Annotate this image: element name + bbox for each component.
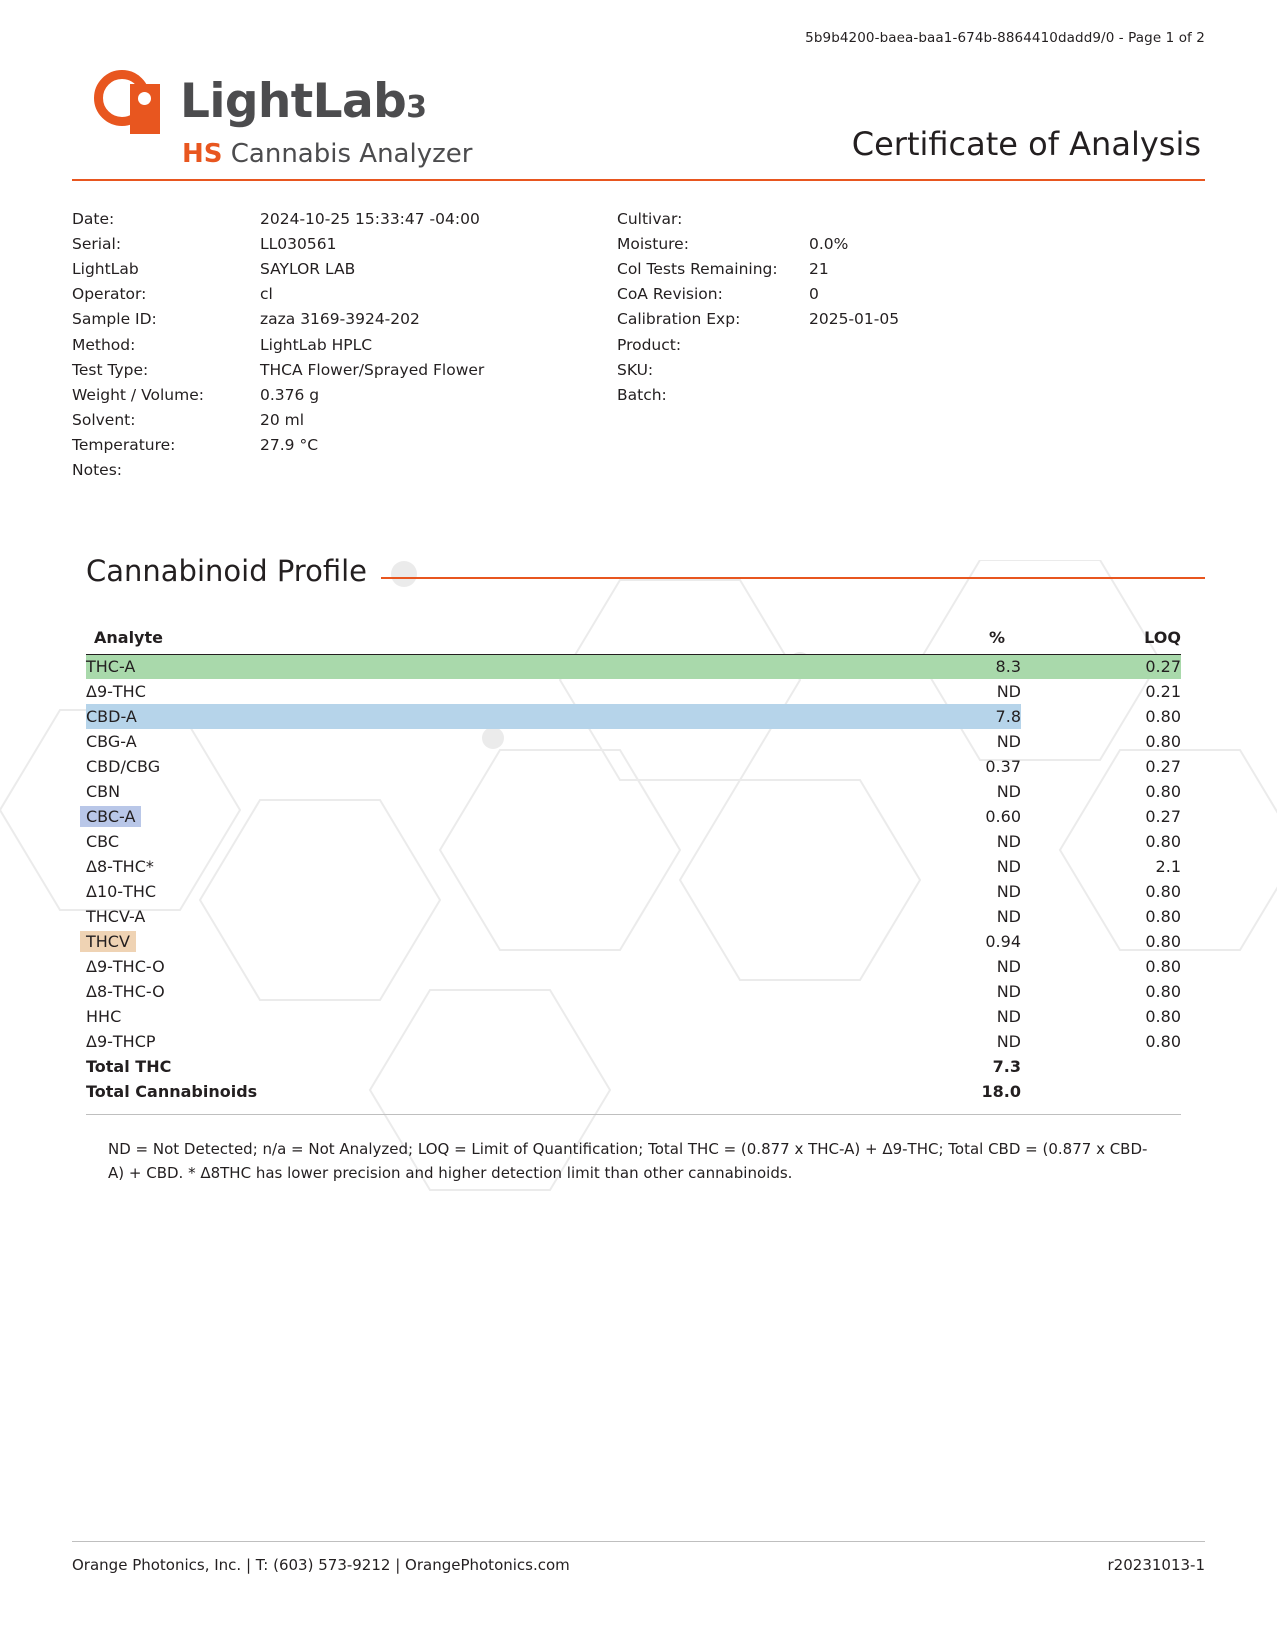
table-row xyxy=(86,854,1181,879)
cell-percent: ND xyxy=(996,857,1021,877)
meta-label: CoA Revision: xyxy=(617,285,723,304)
meta-label: Col Tests Remaining: xyxy=(617,259,778,278)
meta-value: zaza 3169-3924-202 xyxy=(260,310,420,329)
cell-percent: ND xyxy=(996,1007,1021,1027)
cell-total-label: Total Cannabinoids xyxy=(86,1082,258,1102)
meta-value xyxy=(809,333,899,358)
cell-analyte: THCV-A xyxy=(86,907,146,927)
table-row xyxy=(86,654,1181,679)
cell-analyte xyxy=(86,804,861,829)
meta-label: Notes: xyxy=(72,461,122,480)
cell-total-loq xyxy=(1021,1079,1181,1104)
meta-value xyxy=(809,358,899,383)
meta-value: 2024-10-25 15:33:47 -04:00 xyxy=(260,209,480,228)
meta-label: SKU: xyxy=(617,360,654,379)
cell-percent: ND xyxy=(996,882,1021,902)
cell-percent: ND xyxy=(996,782,1021,802)
cell-loq: 0.80 xyxy=(1145,1007,1181,1027)
cell-loq: 0.80 xyxy=(1145,982,1181,1002)
meta-value: LL030561 xyxy=(260,234,337,253)
logo-subtitle: HS Cannabis Analyzer xyxy=(182,139,473,169)
page-title: Certificate of Analysis xyxy=(851,124,1201,163)
cell-total-label: Total THC xyxy=(86,1057,172,1077)
table-row xyxy=(86,804,1181,829)
logo-wordmark: LightLab3 xyxy=(180,73,427,129)
meta-label: Sample ID: xyxy=(72,310,157,329)
cell-percent: 0.94 xyxy=(985,932,1021,952)
table-row xyxy=(86,704,1181,729)
meta-value xyxy=(260,458,484,483)
meta-label: Batch: xyxy=(617,385,667,404)
meta-label: Temperature: xyxy=(72,436,176,455)
meta-value: 27.9 °C xyxy=(260,436,319,455)
cell-analyte: Δ9-THC xyxy=(86,682,146,702)
cell-loq: 0.80 xyxy=(1145,907,1181,927)
footer-contact: Orange Photonics, Inc. | T: (603) 573-9212 | OrangePhotonics.com xyxy=(72,1556,570,1574)
cell-loq: 0.80 xyxy=(1145,707,1181,727)
cell-analyte: Δ8-THC-O xyxy=(86,982,165,1002)
meta-value: SAYLOR LAB xyxy=(260,259,356,278)
cell-loq: 0.80 xyxy=(1145,782,1181,802)
cell-analyte: CBD/CBG xyxy=(86,757,161,777)
cell-analyte: Δ8-THC* xyxy=(86,857,154,877)
table-row xyxy=(86,904,1181,929)
cell-percent: ND xyxy=(996,907,1021,927)
cell-percent: ND xyxy=(996,682,1021,702)
meta-value: THCA Flower/Sprayed Flower xyxy=(260,360,485,379)
op-logo-icon xyxy=(90,64,176,138)
cell-loq: 0.21 xyxy=(1145,682,1181,702)
table-row xyxy=(86,1029,1181,1054)
cell-loq: 0.80 xyxy=(1145,832,1181,852)
meta-label: Cultivar: xyxy=(617,209,683,228)
meta-label: Test Type: xyxy=(72,360,149,379)
metadata-column-right xyxy=(617,207,1097,484)
cell-percent: 8.3 xyxy=(861,654,1021,679)
cell-percent: 0.60 xyxy=(985,807,1021,827)
meta-label: Operator: xyxy=(72,285,147,304)
column-header-analyte: Analyte xyxy=(86,628,861,655)
cell-analyte: Δ9-THCP xyxy=(86,1032,156,1052)
meta-value xyxy=(809,383,899,408)
cannabinoid-table xyxy=(86,628,1181,1105)
table-row xyxy=(86,729,1181,754)
cell-loq: 0.80 xyxy=(1145,732,1181,752)
table-row xyxy=(86,779,1181,804)
table-bottom-divider xyxy=(86,1114,1181,1115)
column-header-percent: % xyxy=(861,628,1021,655)
cell-percent: ND xyxy=(996,832,1021,852)
table-total-row xyxy=(86,1054,1181,1079)
footer-divider xyxy=(72,1541,1205,1542)
meta-label: Product: xyxy=(617,335,682,354)
meta-value: 0 xyxy=(809,285,819,304)
table-row xyxy=(86,979,1181,1004)
sample-metadata xyxy=(72,207,1205,484)
meta-value: 0.376 g xyxy=(260,385,320,404)
meta-label: Method: xyxy=(72,335,136,354)
cell-loq: 0.80 xyxy=(1145,957,1181,977)
meta-label: Date: xyxy=(72,209,115,228)
cell-analyte xyxy=(86,929,861,954)
cell-percent: 0.37 xyxy=(985,757,1021,777)
section-title: Cannabinoid Profile xyxy=(86,553,367,588)
table-header-row xyxy=(86,628,1181,655)
cell-analyte: CBN xyxy=(86,782,121,802)
cell-percent: ND xyxy=(996,732,1021,752)
cell-analyte: Δ10-THC xyxy=(86,882,157,902)
meta-label: Moisture: xyxy=(617,234,689,253)
cell-percent: ND xyxy=(996,982,1021,1002)
cell-total-percent: 18.0 xyxy=(981,1082,1021,1102)
meta-label: LightLab xyxy=(72,259,139,278)
table-row xyxy=(86,879,1181,904)
cell-analyte: HHC xyxy=(86,1007,122,1027)
cell-loq: 2.1 xyxy=(1155,857,1181,877)
analyte-highlight: THCV xyxy=(80,931,136,952)
section-divider xyxy=(381,577,1205,579)
table-row xyxy=(86,679,1181,704)
cell-loq: 0.80 xyxy=(1145,932,1181,952)
cell-analyte: CBG-A xyxy=(86,732,137,752)
meta-value: cl xyxy=(260,285,273,304)
table-footnote: ND = Not Detected; n/a = Not Analyzed; LOQ = Limit of Quantification; Total THC = (0.877 x THC-A) + Δ9-THC; Total CBD = (0.877 x CBD-A) + CBD. * Δ8THC has lower precision and higher detection limit than other cannabinoids. xyxy=(108,1140,1148,1183)
cell-analyte: THC-A xyxy=(86,654,861,679)
cell-total-loq xyxy=(1021,1054,1181,1079)
cell-loq: 0.27 xyxy=(1145,757,1181,777)
meta-label: Solvent: xyxy=(72,411,136,430)
table-row xyxy=(86,754,1181,779)
cell-loq: 0.27 xyxy=(1021,654,1181,679)
table-row xyxy=(86,1004,1181,1029)
meta-label: Serial: xyxy=(72,234,122,253)
cell-percent: ND xyxy=(996,1032,1021,1052)
metadata-column-left xyxy=(72,207,617,484)
page-footer xyxy=(72,1541,1205,1574)
table-row xyxy=(86,954,1181,979)
meta-value: 0.0% xyxy=(809,234,849,253)
meta-label: Calibration Exp: xyxy=(617,310,741,329)
meta-label: Weight / Volume: xyxy=(72,385,204,404)
cell-analyte: CBC xyxy=(86,832,120,852)
footer-revision: r20231013-1 xyxy=(1107,1556,1205,1574)
cell-total-percent: 7.3 xyxy=(992,1057,1021,1077)
lightlab-logo xyxy=(72,64,472,169)
meta-value: 20 ml xyxy=(260,411,305,430)
cannabinoid-profile-section xyxy=(72,554,1205,1186)
cell-analyte: Δ9-THC-O xyxy=(86,957,165,977)
document-header xyxy=(72,64,1205,179)
meta-value: LightLab HPLC xyxy=(260,335,373,354)
analyte-highlight: CBC-A xyxy=(80,806,141,827)
cell-loq: 0.80 xyxy=(1145,1032,1181,1052)
cell-loq: 0.27 xyxy=(1145,807,1181,827)
cell-loq: 0.80 xyxy=(1145,882,1181,902)
column-header-loq: LOQ xyxy=(1021,628,1181,655)
header-divider xyxy=(72,179,1205,181)
document-id: 5b9b4200-baea-baa1-674b-8864410dadd9/0 - Page 1 of 2 xyxy=(805,30,1205,46)
meta-value xyxy=(809,207,899,232)
table-total-row xyxy=(86,1079,1181,1104)
meta-value: 2025-01-05 xyxy=(809,310,900,329)
meta-value: 21 xyxy=(809,259,829,278)
cell-percent: 7.8 xyxy=(861,704,1021,729)
cell-analyte: CBD-A xyxy=(86,704,861,729)
cell-percent: ND xyxy=(996,957,1021,977)
table-row xyxy=(86,829,1181,854)
table-row xyxy=(86,929,1181,954)
